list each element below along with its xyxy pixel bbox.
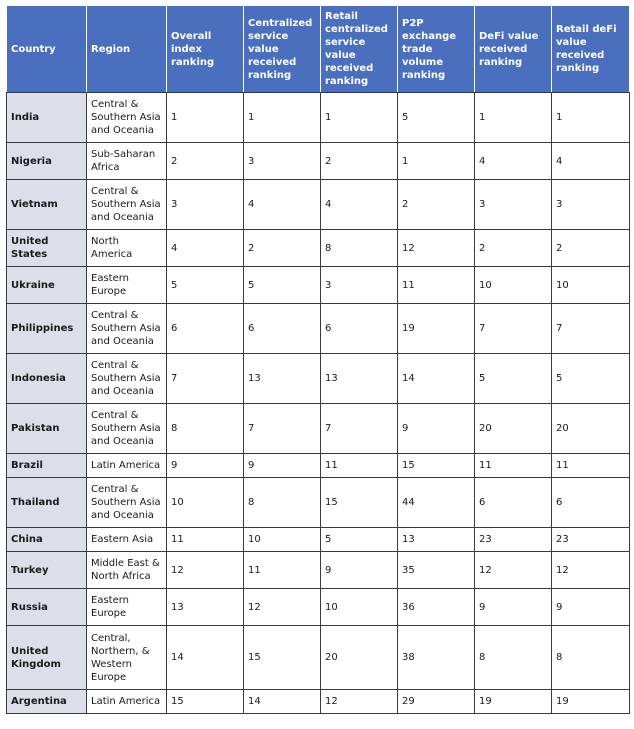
- overall-ranking-cell: 10: [167, 478, 244, 528]
- centralized-ranking-cell: 8: [244, 478, 321, 528]
- region-cell: Eastern Asia: [87, 528, 167, 552]
- retail-centralized-ranking-cell: 10: [321, 589, 398, 626]
- centralized-ranking-cell: 14: [244, 690, 321, 714]
- overall-ranking-cell: 2: [167, 143, 244, 180]
- table-row: [7, 552, 630, 589]
- defi-ranking-cell: 9: [475, 589, 552, 626]
- column-header-country: Country: [7, 6, 87, 93]
- centralized-ranking-cell: 7: [244, 404, 321, 454]
- retail-centralized-ranking-cell: 2: [321, 143, 398, 180]
- defi-ranking-cell: 7: [475, 304, 552, 354]
- country-cell: Nigeria: [7, 143, 87, 180]
- table-row: [7, 354, 630, 404]
- retail-centralized-ranking-cell: 4: [321, 180, 398, 230]
- p2p-ranking-cell: 29: [398, 690, 475, 714]
- table-row: [7, 690, 630, 714]
- defi-ranking-cell: 12: [475, 552, 552, 589]
- region-cell: Middle East & North Africa: [87, 552, 167, 589]
- retail-defi-ranking-cell: 9: [552, 589, 630, 626]
- column-header-defi-ranking: DeFi value received ranking: [475, 6, 552, 93]
- country-cell: Pakistan: [7, 404, 87, 454]
- p2p-ranking-cell: 35: [398, 552, 475, 589]
- region-cell: Central & Southern Asia and Oceania: [87, 478, 167, 528]
- retail-defi-ranking-cell: 2: [552, 230, 630, 267]
- retail-centralized-ranking-cell: 7: [321, 404, 398, 454]
- centralized-ranking-cell: 12: [244, 589, 321, 626]
- overall-ranking-cell: 3: [167, 180, 244, 230]
- country-cell: Thailand: [7, 478, 87, 528]
- retail-centralized-ranking-cell: 5: [321, 528, 398, 552]
- retail-defi-ranking-cell: 5: [552, 354, 630, 404]
- retail-defi-ranking-cell: 23: [552, 528, 630, 552]
- defi-ranking-cell: 4: [475, 143, 552, 180]
- overall-ranking-cell: 1: [167, 93, 244, 143]
- table-row: [7, 180, 630, 230]
- region-cell: Sub-Saharan Africa: [87, 143, 167, 180]
- retail-centralized-ranking-cell: 3: [321, 267, 398, 304]
- region-cell: Central & Southern Asia and Oceania: [87, 93, 167, 143]
- centralized-ranking-cell: 6: [244, 304, 321, 354]
- p2p-ranking-cell: 19: [398, 304, 475, 354]
- country-cell: Argentina: [7, 690, 87, 714]
- column-header-overall-index-ranking: Overall index ranking: [167, 6, 244, 93]
- table-row: [7, 230, 630, 267]
- retail-centralized-ranking-cell: 13: [321, 354, 398, 404]
- region-cell: Eastern Europe: [87, 589, 167, 626]
- centralized-ranking-cell: 4: [244, 180, 321, 230]
- centralized-ranking-cell: 13: [244, 354, 321, 404]
- region-cell: Latin America: [87, 454, 167, 478]
- table-row: [7, 478, 630, 528]
- defi-ranking-cell: 3: [475, 180, 552, 230]
- defi-ranking-cell: 6: [475, 478, 552, 528]
- header-row: [7, 6, 630, 93]
- defi-ranking-cell: 2: [475, 230, 552, 267]
- defi-ranking-cell: 23: [475, 528, 552, 552]
- p2p-ranking-cell: 15: [398, 454, 475, 478]
- p2p-ranking-cell: 5: [398, 93, 475, 143]
- region-cell: Central & Southern Asia and Oceania: [87, 180, 167, 230]
- retail-centralized-ranking-cell: 15: [321, 478, 398, 528]
- overall-ranking-cell: 5: [167, 267, 244, 304]
- centralized-ranking-cell: 10: [244, 528, 321, 552]
- country-cell: United States: [7, 230, 87, 267]
- region-cell: Eastern Europe: [87, 267, 167, 304]
- country-cell: Indonesia: [7, 354, 87, 404]
- defi-ranking-cell: 10: [475, 267, 552, 304]
- column-header-p2p-ranking: P2P exchange trade volume ranking: [398, 6, 475, 93]
- country-cell: China: [7, 528, 87, 552]
- retail-centralized-ranking-cell: 1: [321, 93, 398, 143]
- defi-ranking-cell: 1: [475, 93, 552, 143]
- retail-centralized-ranking-cell: 11: [321, 454, 398, 478]
- retail-defi-ranking-cell: 6: [552, 478, 630, 528]
- p2p-ranking-cell: 1: [398, 143, 475, 180]
- country-cell: Vietnam: [7, 180, 87, 230]
- overall-ranking-cell: 14: [167, 626, 244, 690]
- retail-centralized-ranking-cell: 9: [321, 552, 398, 589]
- table-row: [7, 143, 630, 180]
- table-body: [7, 93, 630, 714]
- centralized-ranking-cell: 3: [244, 143, 321, 180]
- p2p-ranking-cell: 44: [398, 478, 475, 528]
- p2p-ranking-cell: 38: [398, 626, 475, 690]
- centralized-ranking-cell: 15: [244, 626, 321, 690]
- retail-defi-ranking-cell: 4: [552, 143, 630, 180]
- table-row: [7, 404, 630, 454]
- centralized-ranking-cell: 11: [244, 552, 321, 589]
- column-header-retail-centralized-ranking: Retail centralized service value received ranking: [321, 6, 398, 93]
- p2p-ranking-cell: 9: [398, 404, 475, 454]
- region-cell: Central & Southern Asia and Oceania: [87, 304, 167, 354]
- overall-ranking-cell: 7: [167, 354, 244, 404]
- column-header-region: Region: [87, 6, 167, 93]
- retail-defi-ranking-cell: 7: [552, 304, 630, 354]
- p2p-ranking-cell: 12: [398, 230, 475, 267]
- country-cell: Ukraine: [7, 267, 87, 304]
- retail-centralized-ranking-cell: 8: [321, 230, 398, 267]
- centralized-ranking-cell: 1: [244, 93, 321, 143]
- overall-ranking-cell: 13: [167, 589, 244, 626]
- region-cell: Latin America: [87, 690, 167, 714]
- defi-ranking-cell: 11: [475, 454, 552, 478]
- table-row: [7, 454, 630, 478]
- retail-centralized-ranking-cell: 12: [321, 690, 398, 714]
- retail-defi-ranking-cell: 11: [552, 454, 630, 478]
- region-cell: Central & Southern Asia and Oceania: [87, 404, 167, 454]
- overall-ranking-cell: 12: [167, 552, 244, 589]
- overall-ranking-cell: 6: [167, 304, 244, 354]
- defi-ranking-cell: 20: [475, 404, 552, 454]
- country-cell: United Kingdom: [7, 626, 87, 690]
- overall-ranking-cell: 15: [167, 690, 244, 714]
- overall-ranking-cell: 8: [167, 404, 244, 454]
- p2p-ranking-cell: 11: [398, 267, 475, 304]
- table-row: [7, 626, 630, 690]
- retail-defi-ranking-cell: 20: [552, 404, 630, 454]
- p2p-ranking-cell: 13: [398, 528, 475, 552]
- p2p-ranking-cell: 2: [398, 180, 475, 230]
- overall-ranking-cell: 4: [167, 230, 244, 267]
- retail-centralized-ranking-cell: 6: [321, 304, 398, 354]
- retail-centralized-ranking-cell: 20: [321, 626, 398, 690]
- region-cell: Central, Northern, & Western Europe: [87, 626, 167, 690]
- table-row: [7, 267, 630, 304]
- retail-defi-ranking-cell: 8: [552, 626, 630, 690]
- table-row: [7, 589, 630, 626]
- defi-ranking-cell: 19: [475, 690, 552, 714]
- table-row: [7, 528, 630, 552]
- overall-ranking-cell: 11: [167, 528, 244, 552]
- crypto-adoption-table: [6, 5, 630, 714]
- country-cell: Brazil: [7, 454, 87, 478]
- defi-ranking-cell: 8: [475, 626, 552, 690]
- centralized-ranking-cell: 2: [244, 230, 321, 267]
- country-cell: Philippines: [7, 304, 87, 354]
- table-row: [7, 304, 630, 354]
- p2p-ranking-cell: 14: [398, 354, 475, 404]
- p2p-ranking-cell: 36: [398, 589, 475, 626]
- column-header-retail-defi-ranking: Retail deFi value received ranking: [552, 6, 630, 93]
- centralized-ranking-cell: 9: [244, 454, 321, 478]
- retail-defi-ranking-cell: 12: [552, 552, 630, 589]
- country-cell: Turkey: [7, 552, 87, 589]
- region-cell: North America: [87, 230, 167, 267]
- column-header-centralized-ranking: Centralized service value received ranking: [244, 6, 321, 93]
- country-cell: Russia: [7, 589, 87, 626]
- centralized-ranking-cell: 5: [244, 267, 321, 304]
- country-cell: India: [7, 93, 87, 143]
- retail-defi-ranking-cell: 19: [552, 690, 630, 714]
- retail-defi-ranking-cell: 10: [552, 267, 630, 304]
- defi-ranking-cell: 5: [475, 354, 552, 404]
- overall-ranking-cell: 9: [167, 454, 244, 478]
- retail-defi-ranking-cell: 1: [552, 93, 630, 143]
- table-row: [7, 93, 630, 143]
- retail-defi-ranking-cell: 3: [552, 180, 630, 230]
- region-cell: Central & Southern Asia and Oceania: [87, 354, 167, 404]
